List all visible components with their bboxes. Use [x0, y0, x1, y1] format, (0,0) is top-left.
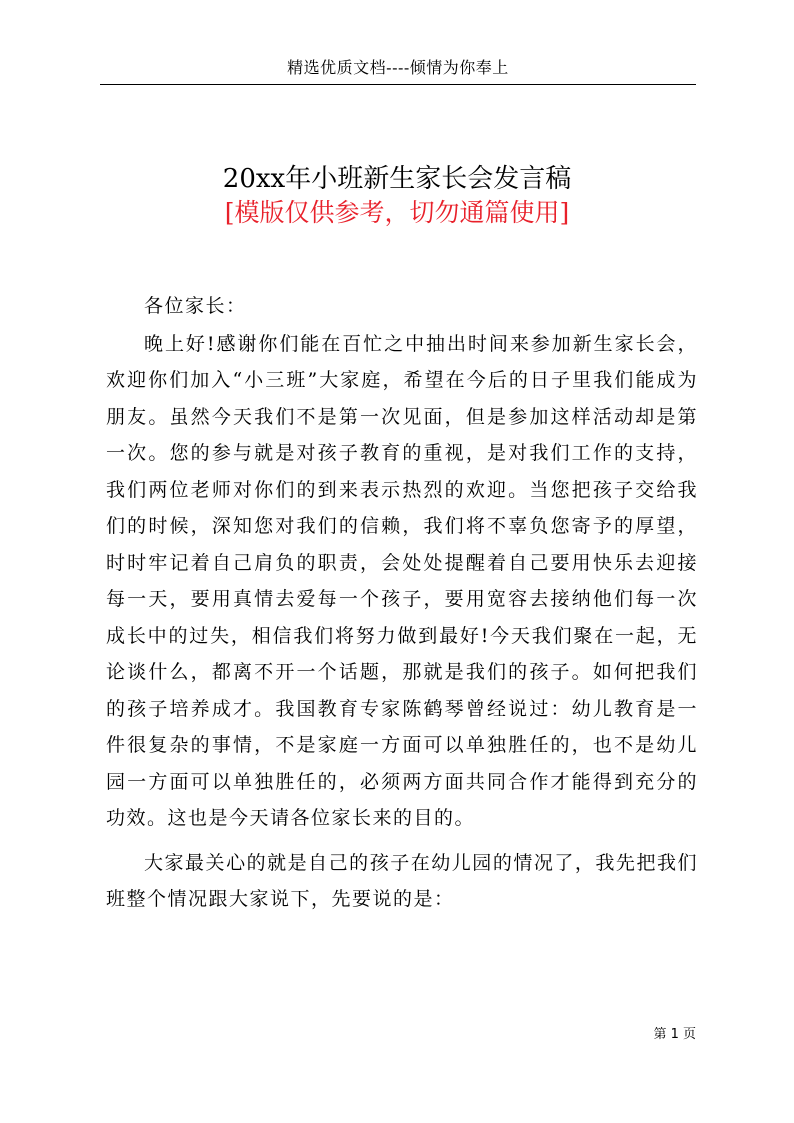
- body-paragraph: 大家最关心的就是自己的孩子在幼儿园的情况了，我先把我们班整个情况跟大家说下，先要说的是：: [106, 851, 698, 910]
- document-subtitle: [模版仅供参考，切勿通篇使用]: [224, 198, 570, 227]
- greeting-line: 各位家长：: [144, 295, 247, 317]
- page-header: [100, 56, 696, 85]
- document-title: 20xx年小班新生家长会发言稿: [222, 164, 572, 195]
- body-paragraph: 晚上好!感谢你们能在百忙之中抽出时间来参加新生家长会，欢迎你们加入“小三班”大家庭，希望在今后的日子里我们能成为朋友。虽然今天我们不是第一次见面，但是参加这样活动却是第一次。您的参与就是对孩子教育的重视，是对我们工作的支持，我们两位老师对你们的到来表示热烈的欢迎。当您把孩子交给我们的时候，深知您对我们的信赖，我们将不辜负您寄予的厚望，时时牢记着自己肩负的职责，会处处提醒着自己要用快乐去迎接每一天，要用真情去爱每一个孩子，要用宽容去接纳他们每一次成长中的过失，相信我们将努力做到最好!今天我们聚在一起，无论谈什么，都离不开一个话题，那就是我们的孩子。如何把我们的孩子培养成才。我国教育专家陈鹤琴曾经说过：幼儿教育是一件很复杂的事情，不是家庭一方面可以单独胜任的，也不是幼儿园一方面可以单独胜任的，必须两方面共同合作才能得到充分的功效。这也是今天请各位家长来的目的。: [106, 332, 698, 829]
- document-body: [106, 288, 698, 918]
- header-text: 精选优质文档----倾情为你奉上: [287, 58, 509, 77]
- page-number: 第 1 页: [653, 1027, 696, 1042]
